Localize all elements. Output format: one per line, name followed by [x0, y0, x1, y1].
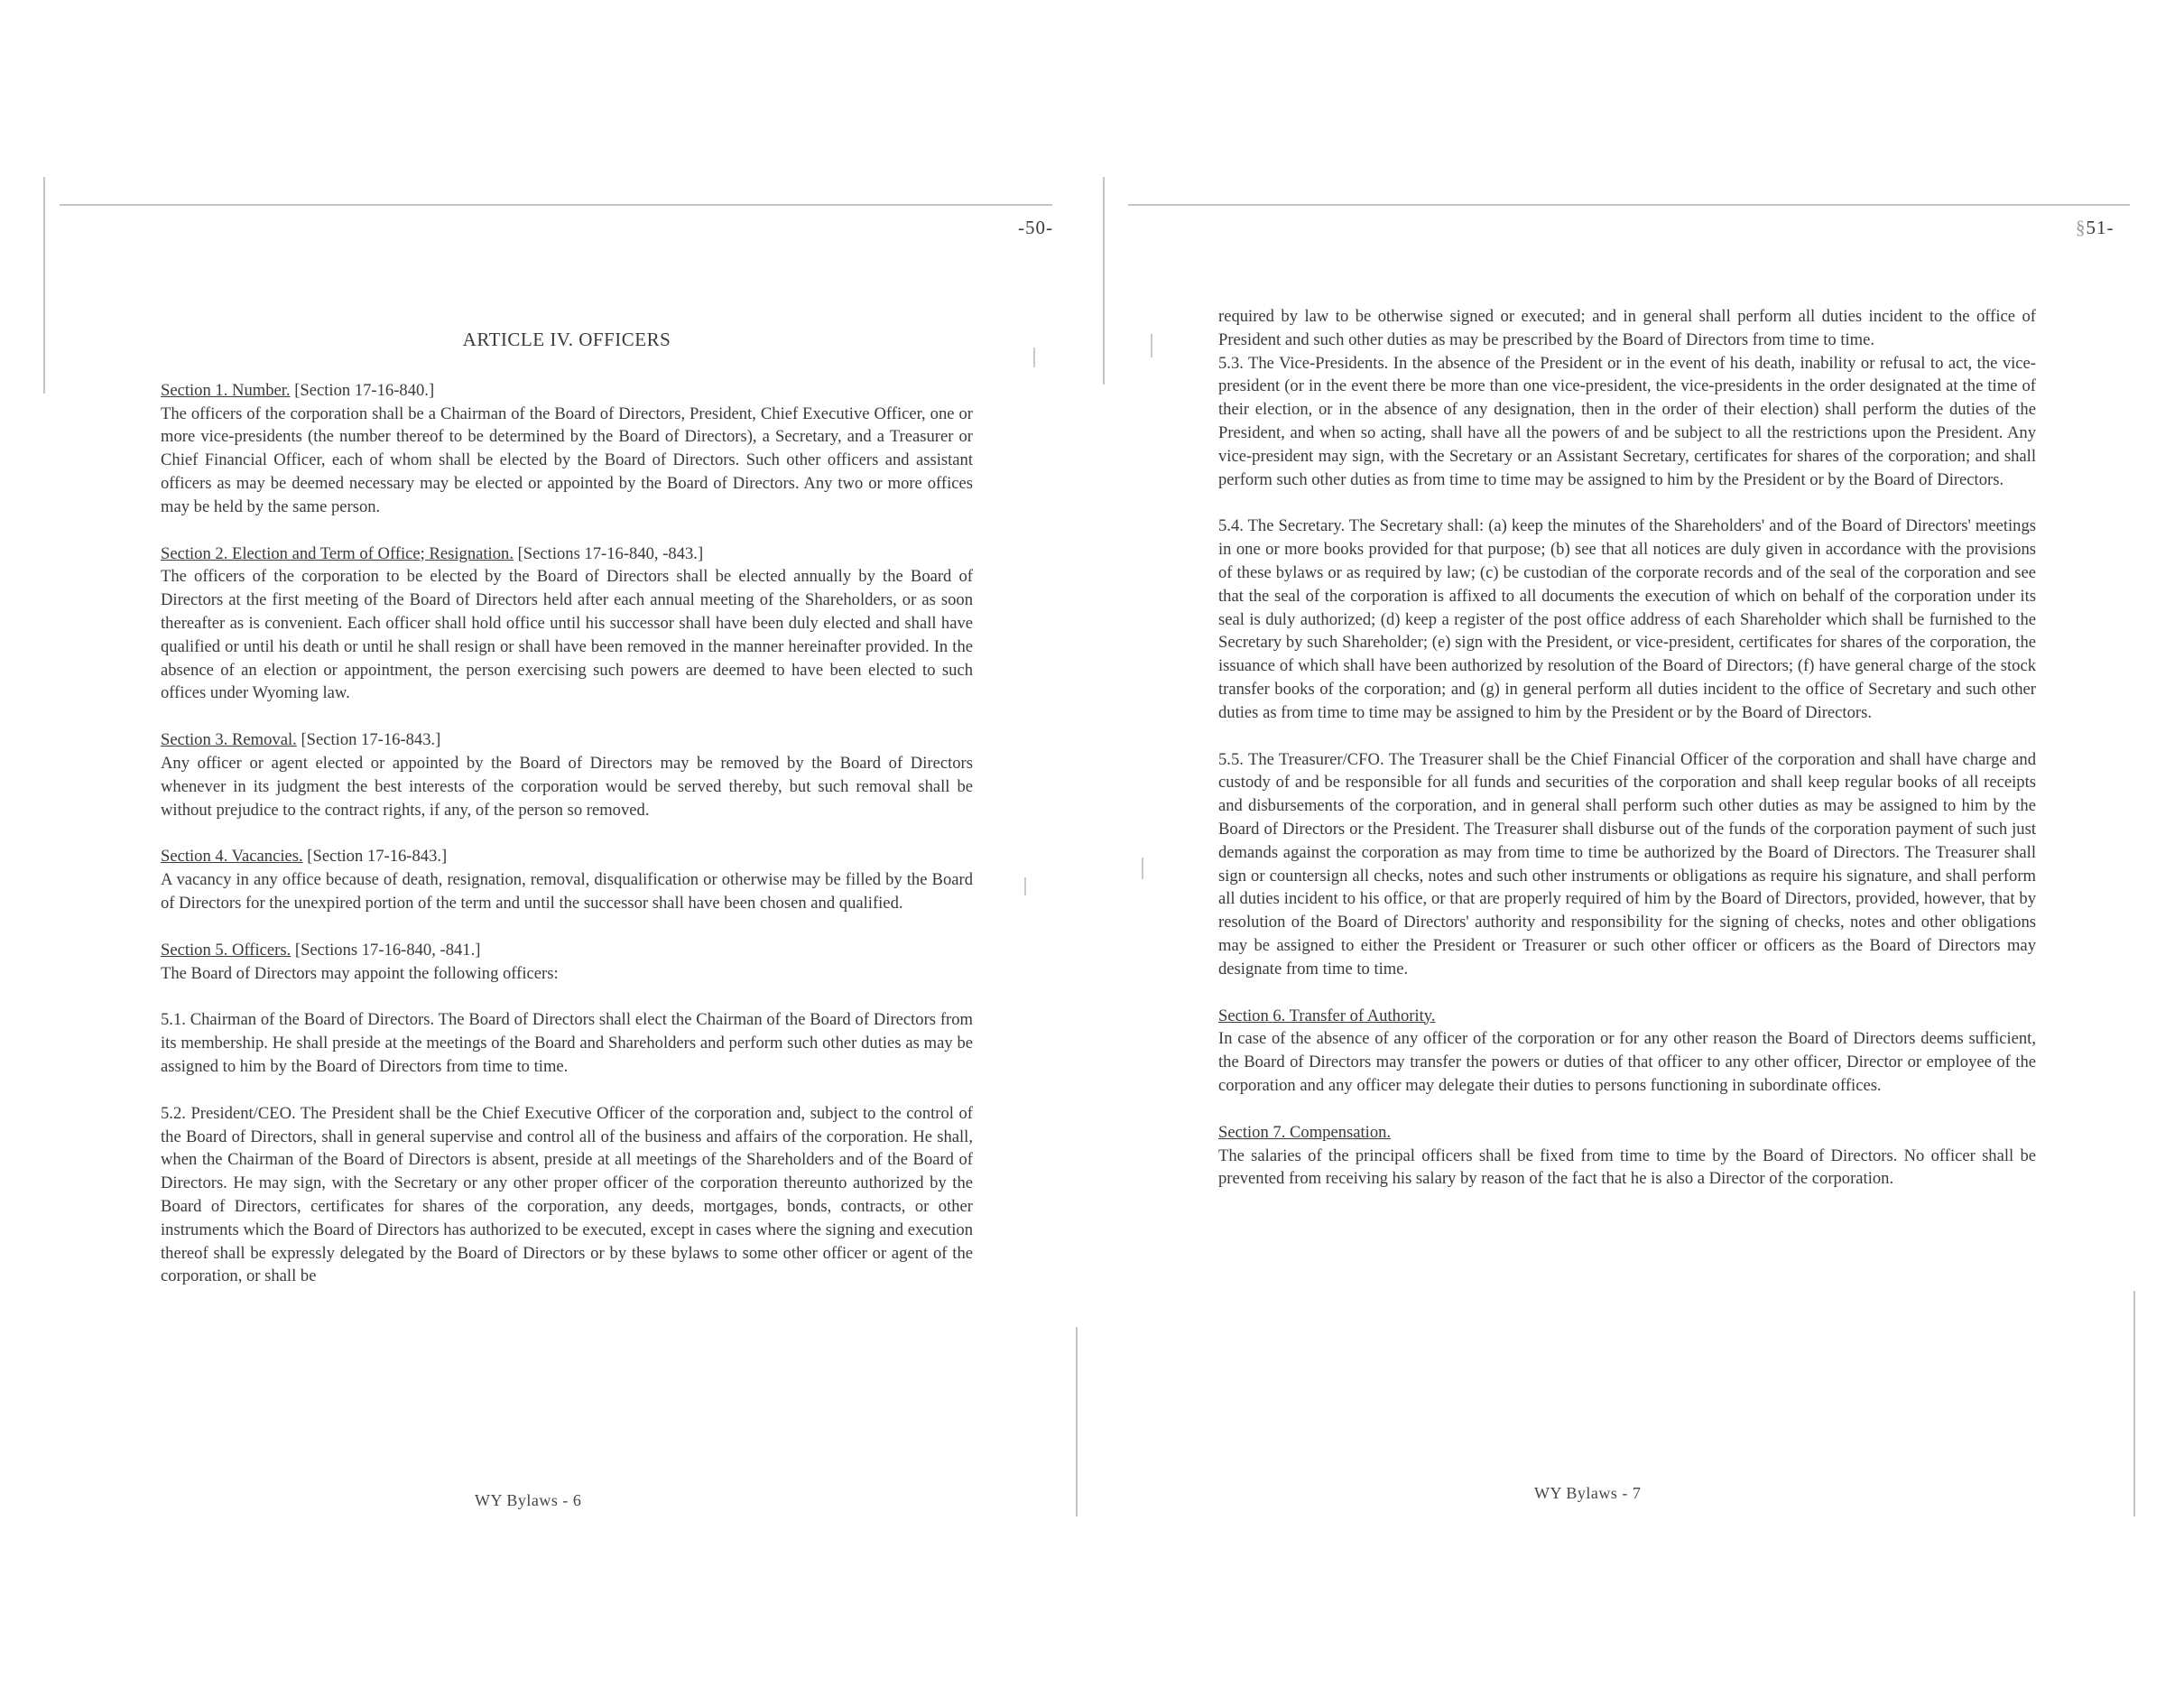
- section-1: [161, 379, 973, 519]
- section-3: [161, 728, 973, 821]
- section-4: [161, 845, 973, 914]
- paragraph-text: 5.4. The Secretary. The Secretary shall: (a) keep the minutes of the Shareholders' and of the Board of Directors' meetings in one or more books provided for that purpose; (b) see that all notices are duly given in accordance with the provisions of these bylaws or as required by law; (c) be custodian of the corporate records and of the seal of the corporation and see that the seal of the corporation is affixed to all documents the execution of which on behalf of the corporation under its seal is duly authorized; (d) keep a register of the post office address of each Shareholder which shall be furnished to the Secretary by such Shareholder; (e) sign with the President, or vice-president, certificates for shares of the corporation, the issuance of which shall have been authorized by resolution of the Board of Directors; (f) have general charge of the stock transfer books of the corporation; and (g) in general perform all duties incident to the office of Secretary and such other duties as from time to time may be assigned to him by the President or by the Board of Directors.: [1218, 516, 2036, 722]
- left-page-column: [161, 329, 973, 1312]
- paragraph-text: 5.5. The Treasurer/CFO. The Treasurer shall be the Chief Financial Officer of the corporation and shall have charge and custody of and be responsible for all funds and securities of the corporation and shall keep regular books of all receipts and disbursements of the corporation, and in general shall perform such other duties as may be assigned to him by the Board of Directors or the President. The Treasurer shall disburse out of the funds of the corporation payment of such just demands against the corporation as may from time to time be authorized by the Board of Directors. The Treasurer shall sign or countersign all checks, notes and such other instruments or obligations as require his signature, and shall perform all duties incident to his office, or that are properly required of him by the Board of Directors, provided, however, that by resolution of the Board of Directors' authority and responsibility for the signing of checks, notes and other obligations may be assigned to either the President or Treasurer or such other officer or officers as the Board of Directors may designate from time to time.: [1218, 749, 2036, 978]
- section-body: A vacancy in any office because of death, resignation, removal, disqualification or otherwise may be filled by the Board of Directors for the unexpired portion of the term and until the successor shall have been chosen and qualified.: [161, 870, 973, 913]
- page-divider-line: [1103, 177, 1105, 385]
- paragraph-5-4: [1218, 515, 2036, 724]
- left-page-number: -50-: [1018, 217, 1053, 238]
- paragraph-text: 5.3. The Vice-Presidents. In the absence of the President or in the event of his death, inability or refusal to act, the vice-president (or in the event there be more than one vice-president, the vice-presidents in the order designated at the time of their election, or in the absence of any designation, then in the order of their election) shall perform the duties of the President, and when so acting, shall have all the powers of and be subject to all the restrictions upon the President. Any vice-president may sign, with the Secretary or an Assistant Secretary, certificates for shares of the corporation; and shall perform such other duties as from time to time may be assigned to him by the President or by the Board of Directors.: [1218, 353, 2036, 489]
- section-heading: Section 6. Transfer of Authority.: [1218, 1006, 1436, 1025]
- section-body: The salaries of the principal officers shall be fixed from time to time by the Board of Directors. No officer shall be prevented from receiving his salary by reason of the fact that he is also a Director of the corporation.: [1218, 1145, 2036, 1189]
- paragraph-continued: [1218, 305, 2036, 352]
- section-reference: [Section 17-16-840.]: [290, 380, 435, 400]
- right-page-column: [1218, 305, 2036, 1214]
- section-heading: Section 2. Election and Term of Office; Resignation.: [161, 543, 514, 563]
- paragraph-5-3: [1218, 352, 2036, 492]
- section-reference: [Sections 17-16-840, -843.]: [513, 543, 704, 563]
- scan-speck: [1033, 348, 1035, 367]
- article-title: ARTICLE IV. OFFICERS: [462, 329, 671, 350]
- left-page-top-rule: [60, 204, 1052, 206]
- right-page-footer: WY Bylaws - 7: [1534, 1484, 1642, 1502]
- scan-speck: [1024, 877, 1026, 895]
- right-page-number-text: 51-: [2086, 217, 2115, 238]
- stray-mark: §: [2076, 217, 2087, 238]
- left-page-edge: [43, 177, 45, 394]
- scan-speck: [1142, 858, 1143, 879]
- paragraph-5-2: [161, 1102, 973, 1288]
- left-page-footer: WY Bylaws - 6: [475, 1491, 582, 1509]
- section-body: In case of the absence of any officer of the corporation or for any other reason the Board of Directors deems sufficient, the Board of Directors may transfer the powers or duties of that officer to any other officer, Director or employee of the corporation and any officer may delegate their duties to persons functioning in subordinate offices.: [1218, 1029, 2036, 1095]
- section-body: The officers of the corporation shall be a Chairman of the Board of Directors, President, Chief Executive Officer, one or more vice-presidents (the number thereof to be determined by the Board of Directors), a Secretary, and a Treasurer or Chief Financial Officer, each of whom shall be elected by the Board of Directors. Such other officers and assistant officers as may be deemed necessary may be elected or appointed by the Board of Directors. Any two or more offices may be held by the same person.: [161, 403, 973, 516]
- paragraph-text: required by law to be otherwise signed or executed; and in general shall perform all duties incident to the office of President and such other duties as may be prescribed by the Board of Directors from time to time.: [1218, 307, 2036, 349]
- paragraph-text: 5.1. Chairman of the Board of Directors. The Board of Directors shall elect the Chairman of the Board of Directors from its membership. He shall preside at the meetings of the Board and Shareholders and perform such other duties as may be assigned to him by the Board of Directors from time to time.: [161, 1010, 973, 1076]
- section-body: The Board of Directors may appoint the following officers:: [161, 963, 559, 983]
- center-gutter-line: [1076, 1327, 1078, 1516]
- section-heading: Section 7. Compensation.: [1218, 1122, 1392, 1142]
- section-heading: Section 1. Number.: [161, 380, 291, 400]
- paragraph-5-5: [1218, 748, 2036, 981]
- right-page-top-rule: [1128, 204, 2130, 206]
- right-page-edge: [2133, 1291, 2135, 1516]
- section-heading: Section 5. Officers.: [161, 940, 292, 960]
- section-reference: [Section 17-16-843.]: [296, 730, 441, 750]
- section-7: [1218, 1121, 2036, 1191]
- section-heading: Section 3. Removal.: [161, 730, 297, 750]
- section-heading: Section 4. Vacancies.: [161, 847, 303, 867]
- section-reference: [Section 17-16-843.]: [302, 847, 448, 867]
- right-page-number: [2076, 217, 2115, 239]
- paragraph-text: 5.2. President/CEO. The President shall be the Chief Executive Officer of the corporation and, subject to the control of the Board of Directors, shall in general supervise and control all of the business and affairs of the corporation. He shall, when the Chairman of the Board of Directors is absent, preside at all meetings of the Shareholders and of the Board of Directors. He may sign, with the Secretary or any other proper officer of the corporation thereunto authorized by the Board of Directors, certificates for shares of the corporation, any deeds, mortgages, bonds, contracts, or other instruments which the Board of Directors has authorized to be executed, except in cases where the signing and execution thereof shall be expressly delegated by the Board of Directors or by these bylaws to some other officer or agent of the corporation, or shall be: [161, 1103, 973, 1286]
- section-reference: [Sections 17-16-840, -841.]: [291, 940, 481, 960]
- scan-speck: [1151, 334, 1152, 357]
- section-body: The officers of the corporation to be elected by the Board of Directors shall be elected annually by the Board of Directors at the first meeting of the Board of Directors held after each annual meeting of the Shareholders, or as soon thereafter as is convenient. Each officer shall hold office until his successor shall have been duly elected and shall have qualified or until his death or until he shall resign or shall have been removed in the manner hereinafter provided. In the absence of an election or appointment, the person exercising such powers are deemed to have been elected to such offices under Wyoming law.: [161, 567, 973, 703]
- section-2: [161, 543, 973, 706]
- section-5: [161, 939, 973, 986]
- section-body: Any officer or agent elected or appointed by the Board of Directors may be removed by the Board of Directors whenever in its judgment the best interests of the corporation would be served thereby, but such removal shall be without prejudice to the contract rights, if any, of the person so removed.: [161, 753, 973, 820]
- section-6: [1218, 1005, 2036, 1098]
- paragraph-5-1: [161, 1008, 973, 1078]
